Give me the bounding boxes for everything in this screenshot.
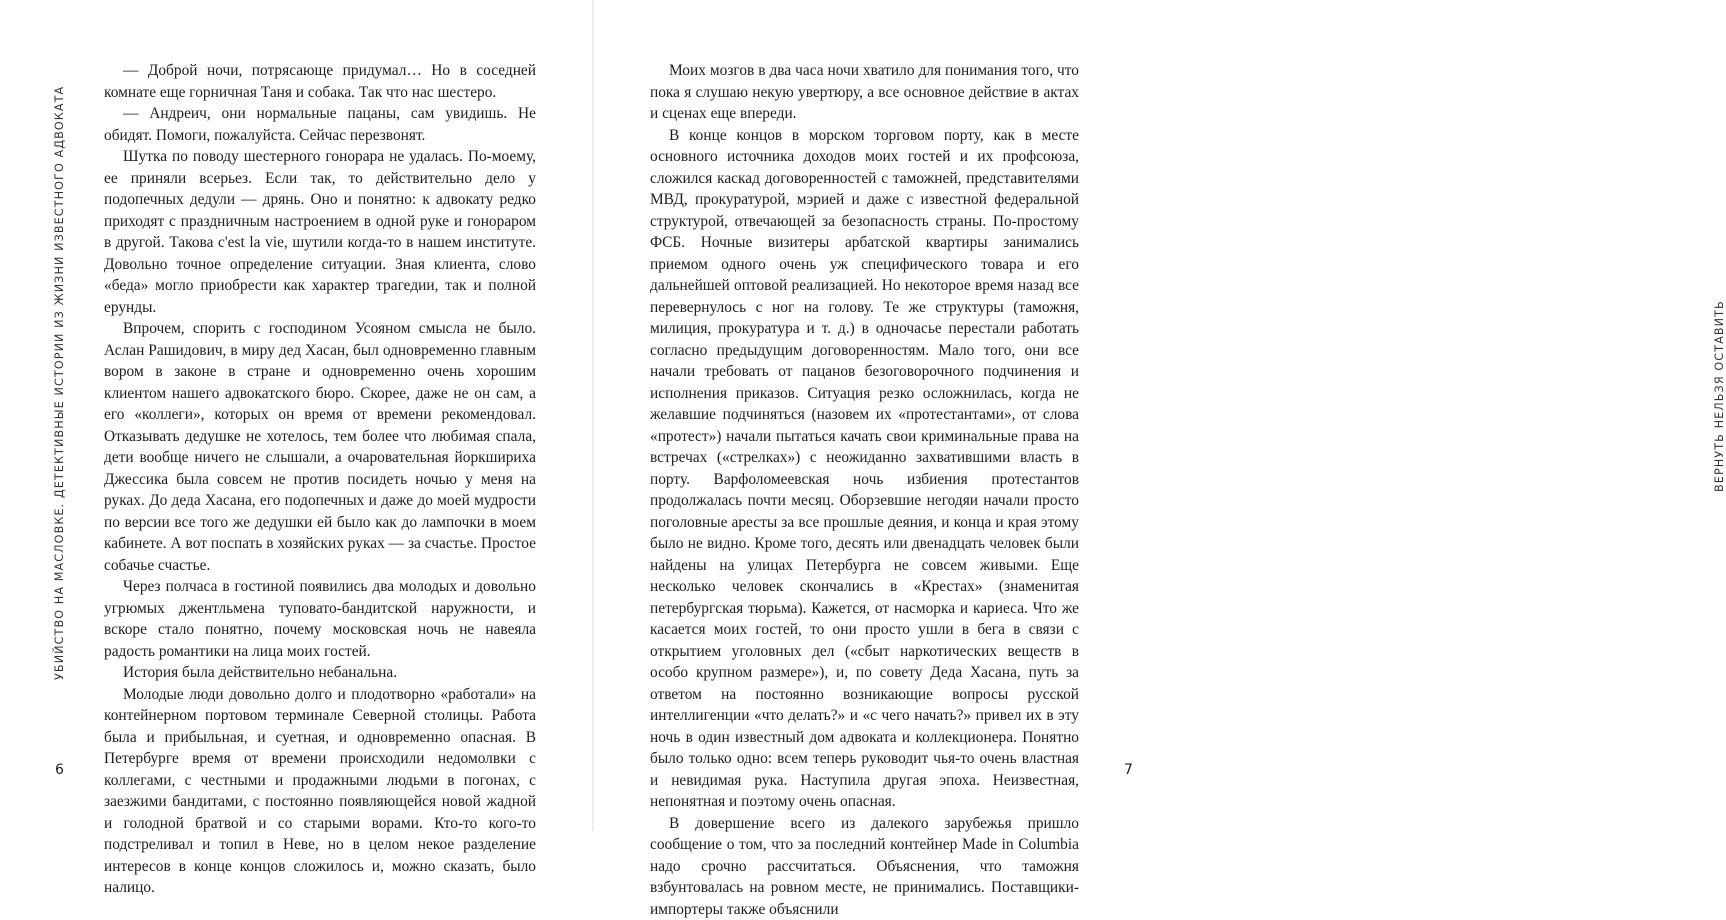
left-page-text xyxy=(104,60,536,899)
paragraph: — Андреич, они нормальные пацаны, сам увидишь. Не обидят. Помоги, пожалуйста. Сейчас перезвонят. xyxy=(104,103,536,146)
paragraph: Моих мозгов в два часа ночи хватило для понимания того, что пока я слушаю некую увертюру, а все основное действие в актах и сценах еще впереди. xyxy=(650,60,1079,125)
right-running-head: ВЕРНУТЬ НЕЛЬЗЯ ОСТАВИТЬ xyxy=(1713,300,1726,492)
paragraph: — Доброй ночи, потрясающе придумал… Но в соседней комнате еще горничная Таня и собака. Так что нас шестеро. xyxy=(104,60,536,103)
right-page-number: 7 xyxy=(1124,762,1133,778)
paragraph: Молодые люди довольно долго и плодотворно «работали» на контейнерном портовом терминале Северной столицы. Работа была и прибыльная, и суетная, и одновременно опасная. В Петербурге время от времени происходили недомолвки с коллегами, с честными и продажными людьми в погонах, с заезжими бандитами, с постоянно появляющейся новой жадной и голодной братвой и со старыми ворами. Кто-то кого-то подстреливал и топил в Неве, но в целом некое разделение интересов в конце концов сложилось и, можно сказать, было налицо. xyxy=(104,684,536,899)
paragraph: Через полчаса в гостиной появились два молодых и довольно угрюмых джентльмена туповато-бандитской наружности, и вскоре стало понятно, почему московская ночь не навеяла радость романтики на лица моих гостей. xyxy=(104,576,536,662)
paragraph: В довершение всего из далекого зарубежья пришло сообщение о том, что за последний контейнер Made in Columbia надо срочно рассчитаться. Объяснения, что таможня взбунтовалась на ровном месте, не принимались. Поставщики-импортеры также объяснили xyxy=(650,813,1079,920)
paragraph: Шутка по поводу шестерного гонорара не удалась. По-моему, ее приняли всерьез. Если так, то действительно дело у подопечных дедули — дрянь. Оно и понятно: к адвокату редко приходят с праздничным настроением в одной руке и гонораром в другой. Такова c'est la vie, шутили когда-то в нашем институте. Довольно точное определение ситуации. Зная клиента, слово «беда» могло приобрести как характер трагедии, так и полной ерунды. xyxy=(104,146,536,318)
right-page-text xyxy=(650,60,1079,920)
right-page xyxy=(594,0,1186,831)
paragraph: В конце концов в морском торговом порту, как в месте основного источника доходов моих гостей и их профсоюза, сложился каскад договоренностей с таможней, представителями МВД, прокуратурой, мэрией и даже с известной федеральной структурой, отвечающей за безопасность страны. По-простому ФСБ. Ночные визитеры арбатской квартиры занимались приемом одного очень уж специфического товара и его дальнейшей оптовой реализацией. Но некоторое время назад все перевернулось с ног на голову. Те же структуры (таможня, милиция, прокуратура и т. д.) в одночасье перестали работать согласно предыдущим договоренностям. Мало того, они все начали требовать от пацанов безоговорочного подчинения и исполнения приказов. Ситуация резко осложнилась, когда не желавшие подчиняться (назовем их «протестантами», от слова «протест») начали пытаться качать свои криминальные права на встречах («стрелках») с неожиданно захватившими власть в порту. Варфоломеевская ночь избиения протестантов продолжалась почти месяц. Оборзевшие негодяи начали просто поголовные аресты за все прошлые деяния, и конца и края этому было не видно. Кроме того, десять или двенадцать человек были найдены на улицах Петербурга не совсем живыми. Еще несколько человек скончались в «Крестах» (знаменитая петербургская тюрьма). Кажется, от насморка и кариеса. Что же касается моих гостей, то они просто ушли в бега в связи с открытием уголовных дел («сбыт наркотических веществ в особо крупном размере»), и, по совету Деда Хасана, путь за ответом на постоянно возникающие вопросы русской интеллигенции «что делать?» и «с чего начать?» привел их в эту ночь в один известный дом адвоката и коллекционера. Понятно было только одно: всем теперь руководит чья-то очень властная и невидимая рука. Наступила другая эпоха. Неизвестная, непонятная и поэтому очень опасная. xyxy=(650,125,1079,813)
paragraph: Впрочем, спорить с господином Усояном смысла не было. Аслан Рашидович, в миру дед Хасан, был одновременно главным вором в законе в стране и одновременно очень хорошим клиентом нашего адвокатского бюро. Скорее, даже не он сам, а его «коллеги», которых он время от времени рекомендовал. Отказывать дедушке не хотелось, тем более что любимая спала, дети вообще ничего не слышали, а очаровательная йоркшириха Джессика была совсем не против посидеть ночью у меня на руках. До деда Хасана, его подопечных и даже до моей мудрости по версии все того же дедушки ей было как до лампочки в моем кабинете. А вот поспать в хозяйских руках — за счастье. Простое собачье счастье. xyxy=(104,318,536,576)
left-running-head: УБИЙСТВО НА МАСЛОВКЕ. ДЕТЕКТИВНЫЕ ИСТОРИИ ИЗ ЖИЗНИ ИЗВЕСТНОГО АДВОКАТА xyxy=(53,86,66,680)
left-page-number: 6 xyxy=(55,762,64,778)
left-page xyxy=(0,0,592,831)
paragraph: История была действительно небанальна. xyxy=(104,662,536,684)
